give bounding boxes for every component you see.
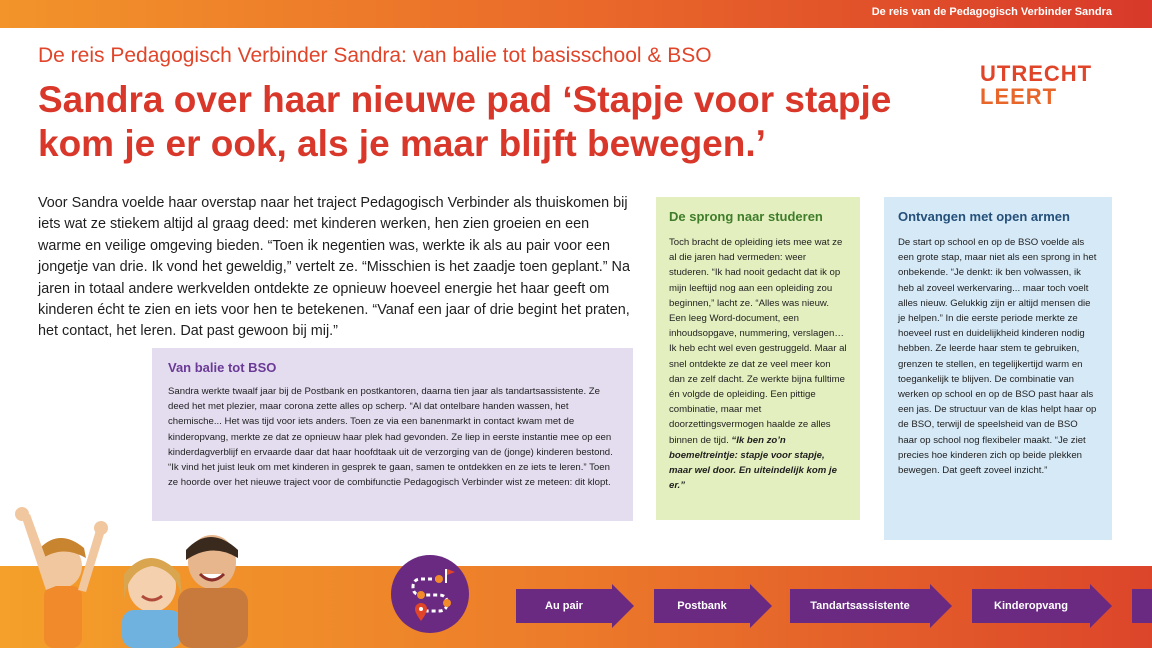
- logo-line-2: LEERT: [980, 84, 1058, 109]
- step-au-pair: [516, 584, 634, 628]
- page-headline: Sandra over haar nieuwe pad ‘Stapje voor stapje kom je er ook, als je maar blijft bewegen.’: [38, 79, 892, 164]
- step-tandartsassistente: [790, 584, 952, 628]
- step-next-partial: [1132, 584, 1152, 628]
- step-label: Tandartsassistente: [810, 600, 910, 612]
- top-banner-title: De reis van de Pedagogisch Verbinder Sandra: [871, 6, 1112, 18]
- step-label: Postbank: [677, 600, 727, 612]
- step-kinderopvang: [972, 584, 1112, 628]
- box-green-title: De sprong naar studeren: [669, 209, 823, 224]
- utrecht-leert-logo: [980, 62, 1120, 108]
- box-green-body: Toch bracht de opleiding iets mee wat ze al die jaren had vermeden: weer studeren. “Ik had nooit gedacht dat ik op mijn leeftijd nog aan een opleiding zou beginnen,” lacht ze. “Alles was nieuw. Een leeg Word-document, een inhoudsopgave, nummering, verslagen… Ik heb echt wel even gestruggeld. Maar al snel ontdekte ze dat ze veel meer kon dan ze zelf dacht. Ze werkte bijna fulltime én volgde de opleiding. Een pittige combinatie, maar met doorzettingsvermogen haalde ze alles binnen de tijd.: [669, 237, 847, 446]
- box-green-quote: “Ik ben zo’n boemeltreintje: stapje voor stapje, maar wel door. En uiteindelijk kom je er.”: [669, 434, 837, 492]
- intro-paragraph: Voor Sandra voelde haar overstap naar het traject Pedagogisch Verbinder als thuiskomen bij iets wat ze stiekem altijd al graag deed: met kinderen werken, hen zien groeien en een warme en veilige omgeving bieden. “Toen ik negentien was, werkte ik als au pair voor een jongetje van drie. Ik vond het geweldig,” vertelt ze. “Misschien is het zaadje toen geplant.” Na jaren in totaal andere werkvelden ontdekte ze opnieuw hoeveel energie het haar geeft om kinderen écht te zien en iets voor hen te betekenen. “Vanaf een jaar of drie begint het praten, het contact, het leren. Dat past gewoon bij mij.”: [38, 195, 630, 340]
- page-subtitle: De reis Pedagogisch Verbinder Sandra: van balie tot basisschool & BSO: [38, 44, 712, 67]
- step-postbank: [654, 584, 772, 628]
- box-green-text: [669, 235, 847, 493]
- box-purple-text: Sandra werkte twaalf jaar bij de Postbank en postkantoren, daarna tien jaar als tandartsassistente. Ze deed het met plezier, maar corona zette alles op scherp. “Al dat ontelbare handen wassen, het chemische... Het was tijd voor iets anders. Toen ze via een banenmarkt in contact kwam met de kinderopvang, merkte ze dat ze opnieuw haar plek had gevonden. Ze liep in eerste instantie mee op een kinderdagverblijf en ervaarde daar dat haar hoofdtaak uit de verzorging van de (jonge) kinderen bestond. “Ik vind het juist leuk om met kinderen in gesprek te gaan, samen te ontdekken en ze iets te leren.” Toen ze hoorde over het nieuwe traject voor de combifunctie Pedagogisch Verbinder wist ze meteen: dit klopt.: [168, 386, 613, 489]
- step-label: Kinderopvang: [994, 600, 1068, 612]
- box-blue-text: De start op school en op de BSO voelde als een grote stap, maar niet als een sprong in het onbekende. “Je denkt: ik ben volwassen, ik heb al zoveel werkervaring... maar toch voelt alles nieuw. Gelukkig zijn er altijd mensen die je helpen.” In die eerste periode merkte ze hoeveel rust en duidelijkheid kinderen nodig hebben. Ze leerde haar stem te gebruiken, grenzen te stellen, en tegelijkertijd warm en toegankelijk te blijven. De combinatie van werken op school en op de BSO past haar als een jas. De structuur van de klas helpt haar op de BSO, terwijl de speelsheid van de BSO haar op school nog flexibeler maakt. “Je ziet precies hoe kinderen zich op beide plekken bewegen. Dat geeft zoveel inzicht.”: [898, 237, 1097, 477]
- step-label: Au pair: [545, 600, 583, 612]
- route-map-icon: [391, 555, 469, 633]
- box-sprong-naar-studeren: [656, 197, 860, 520]
- box-purple-title: Van balie tot BSO: [168, 360, 277, 375]
- children-photo: [0, 478, 300, 648]
- box-blue-title: Ontvangen met open armen: [898, 209, 1070, 224]
- logo-line-1: UTRECHT: [980, 61, 1093, 86]
- route-icon-svg: [391, 555, 469, 633]
- box-ontvangen-met-open-armen: [884, 197, 1112, 540]
- top-banner: [0, 0, 1152, 28]
